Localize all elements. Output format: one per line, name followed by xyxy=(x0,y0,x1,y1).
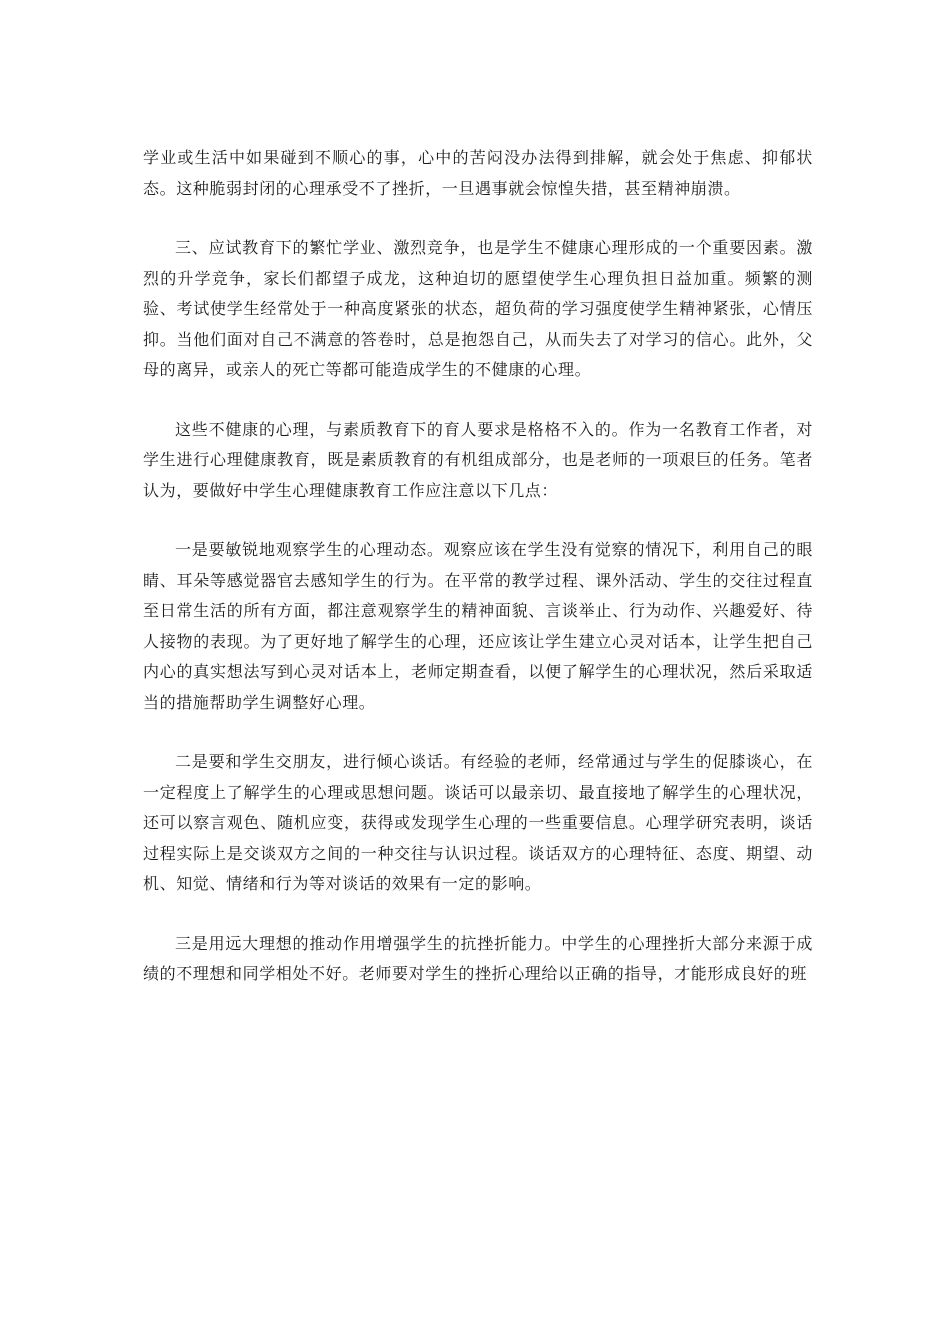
paragraph-2: 三、应试教育下的繁忙学业、激烈竞争，也是学生不健康心理形成的一个重要因素。激烈的升学竞争，家长们都望子成龙，这种迫切的愿望使学生心理负担日益加重。频繁的测验、考试使学生经常处于一种高度紧张的状态，超负荷的学习强度使学生精神紧张，心情压抑。当他们面对自己不满意的答卷时，总是抱怨自己，从而失去了对学习的信心。此外，父母的离异，或亲人的死亡等都可能造成学生的不健康的心理。 xyxy=(143,238,813,379)
document-body xyxy=(143,143,813,1019)
paragraph-4: 一是要敏锐地观察学生的心理动态。观察应该在学生没有觉察的情况下，利用自己的眼睛、耳朵等感觉器官去感知学生的行为。在平常的教学过程、课外活动、学生的交往过程直至日常生活的所有方面，都注意观察学生的精神面貌、言谈举止、行为动作、兴趣爱好、待人接物的表现。为了更好地了解学生的心理，还应该让学生建立心灵对话本，让学生把自己内心的真实想法写到心灵对话本上，老师定期查看，以便了解学生的心理状况，然后采取适当的措施帮助学生调整好心理。 xyxy=(143,540,813,712)
paragraph-1: 学业或生活中如果碰到不顺心的事，心中的苦闷没办法得到排解，就会处于焦虑、抑郁状态。这种脆弱封闭的心理承受不了挫折，一旦遇事就会惊惶失措，甚至精神崩溃。 xyxy=(143,148,813,198)
paragraph-3: 这些不健康的心理，与素质教育下的育人要求是格格不入的。作为一名教育工作者，对学生进行心理健康教育，既是素质教育的有机组成部分，也是老师的一项艰巨的任务。笔者认为，要做好中学生心理健康教育工作应注意以下几点： xyxy=(143,419,813,500)
paragraph-6: 三是用远大理想的推动作用增强学生的抗挫折能力。中学生的心理挫折大部分来源于成绩的不理想和同学相处不好。老师要对学生的挫折心理给以正确的指导，才能形成良好的班 xyxy=(143,933,813,983)
paragraph-5: 二是要和学生交朋友，进行倾心谈话。有经验的老师，经常通过与学生的促膝谈心，在一定程度上了解学生的心理或思想问题。谈话可以最亲切、最直接地了解学生的心理状况，还可以察言观色、随机应变，获得或发现学生心理的一些重要信息。心理学研究表明，谈话过程实际上是交谈双方之间的一种交往与认识过程。谈话双方的心理特征、态度、期望、动机、知觉、情绪和行为等对谈话的效果有一定的影响。 xyxy=(143,752,813,893)
